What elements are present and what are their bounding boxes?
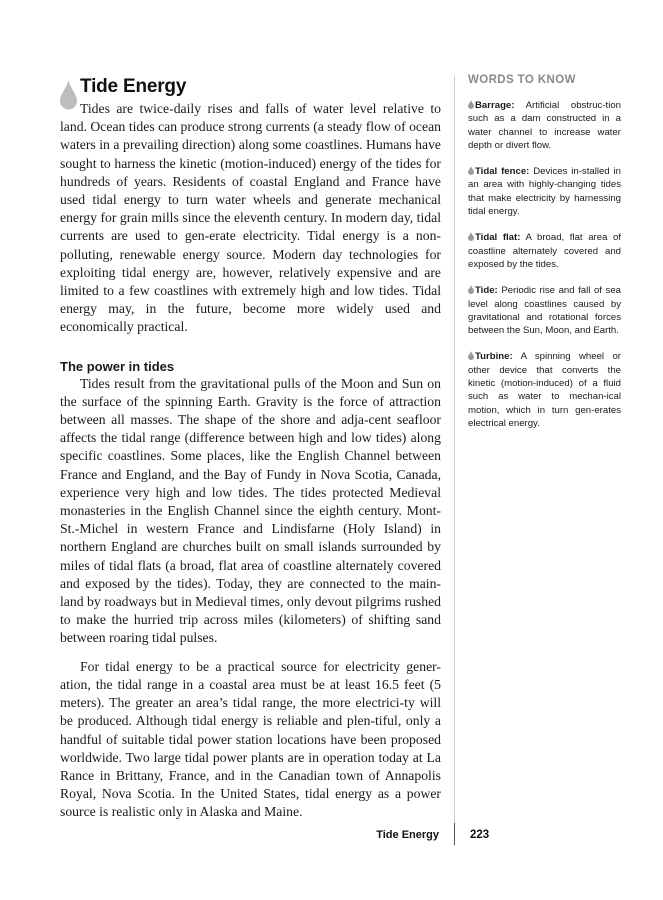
glossary-definition: A spinning wheel or other device that converts the kinetic (motion-induced) of a fluid such as water to mechan-ical motion, which in turn gen-erates electrical energy. (468, 351, 622, 429)
title-row (60, 76, 441, 100)
glossary-item (468, 165, 621, 218)
intro-paragraph: Tides are twice-daily rises and falls of water level relative to land. Ocean tides can produce strong currents (a steady flow of ocean waters in a prevailing direction) along some coastlines. Humans have sought to harness the kinetic (motion-induced) energy of the tides for hundreds of years. Residents of coastal England and France have used tidal energy to turn water wheels and generate mechanical energy for grain mills since the eleventh century. In modern day, tidal currents are used to gen-erate electricity. Tidal energy is a non-polluting, renewable energy source. Modern day technologies for exploiting tidal energy are, however, relatively expensive and are limited to a few coastlines with extremely high and low tides. Tidal energy may, in the future, become more widely used and economically practical. (60, 101, 441, 335)
page-number: 223 (470, 829, 490, 841)
glossary-item (468, 99, 621, 152)
glossary-item (468, 284, 621, 337)
water-drop-icon (468, 100, 474, 109)
glossary-definition: Devices in-stalled in an area with highly-changing tides that make electricity by harnessing tidal energy. (468, 166, 621, 218)
glossary-definition: Artificial obstruc-tion such as a dam constructed in a water channel to increase water depth or divert flow. (468, 100, 622, 151)
footer-divider (454, 823, 455, 845)
glossary-item (468, 350, 621, 430)
glossary-definition: Periodic rise and fall of sea level along coastlines caused by gravitational and rotational forces between the Sun, Moon, and Earth. (468, 285, 622, 337)
glossary-term: Tidal fence: (475, 166, 530, 178)
page-title: Tide Energy (80, 76, 187, 97)
words-to-know-sidebar (468, 74, 621, 443)
glossary-term: Tide: (475, 285, 498, 297)
water-drop-icon (468, 166, 474, 175)
running-title: Tide Energy (376, 829, 439, 841)
water-drop-icon (468, 285, 474, 294)
section-paragraph-2: For tidal energy to be a practical source for electricity gener-ation, the tidal range in a coastal area must be at least 16.5 feet (5 meters). The greater an area’s tidal range, the more electrici-ty will be produced. Although tidal energy is reliable and plen-tiful, only a handful of suitable tidal power station locations have been proposed worldwide. Two large tidal power plants are in operation today at La Rance in Brittany, France, and in the Canadian town of Annapolis Royal, Nova Scotia. In the United States, tidal energy as a power source is realistic only in Alaska and Maine. (60, 658, 441, 820)
article-column (60, 76, 441, 822)
glossary-term: Turbine: (475, 351, 513, 363)
section-heading: The power in tides (60, 358, 175, 374)
glossary-definition: A broad, flat area of coastline alternately covered and exposed by the tides. (468, 232, 622, 270)
sidebar-heading: WORDS TO KNOW (468, 74, 576, 86)
glossary-term: Tidal flat: (475, 232, 521, 244)
glossary-term: Barrage: (475, 100, 515, 111)
column-divider (454, 76, 455, 846)
section-paragraph-1: Tides result from the gravitational pulls of the Moon and Sun on the surface of the spinning Earth. Gravity is the force of attraction between all masses. The shape of the shore and adja-cent seafloor affects the tidal range (difference between high and low tides) along specific coastlines. Some places, like the English Channel between France and England, and the Bay of Fundy in Nova Scotia, Canada, experience very high and low tides. The tides protected Medieval monasteries in the English Channel since the eighth century. Mont-St.-Michel in western France and Lindisfarne (Holy Island) in northern England are churches built on small islands surrounded by miles of tidal flats (a broad, flat area of coastline alternately covered and exposed by the tides). Today, they are connected to the main-land by roadways but in Medieval times, only devout pilgrims rushed to make the hurried trip across miles (kilometers) of shifting sand between roaring tidal pulses. (60, 375, 441, 646)
glossary-item (468, 231, 621, 271)
water-drop-icon (468, 351, 474, 360)
water-drop-icon (60, 80, 77, 110)
water-drop-icon (468, 232, 474, 241)
